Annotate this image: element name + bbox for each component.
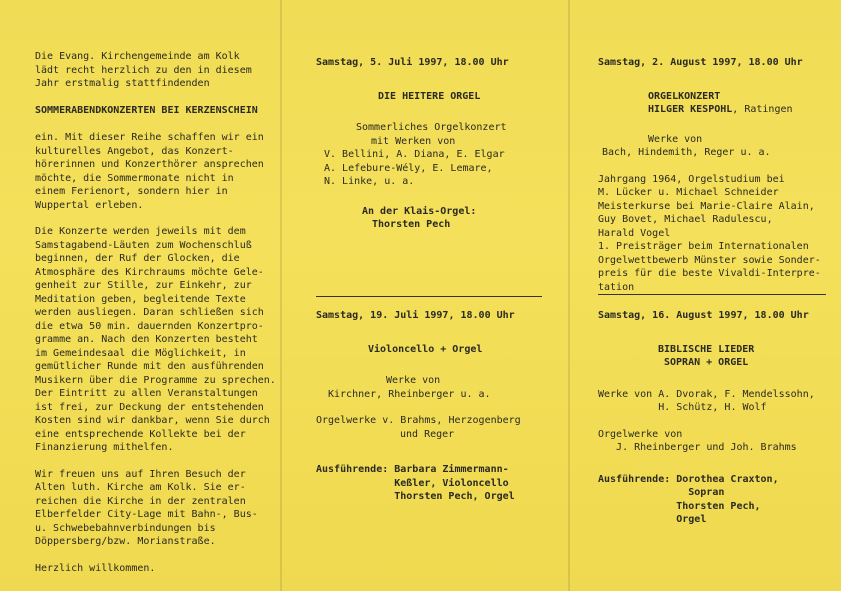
panel-right	[598, 56, 838, 294]
performers-label: Ausführende:	[598, 473, 671, 485]
text-line: Döppersberg/bzw. Morianstraße.	[35, 536, 216, 547]
concert2-works	[316, 374, 556, 401]
text-line: Die Konzerte werden jeweils mit dem	[35, 226, 246, 237]
concert1-performer	[316, 205, 556, 232]
text-line: tation	[598, 281, 635, 293]
concert4-performers	[598, 473, 838, 527]
text-line: Orgelwerke v. Brahms, Herzogenberg	[316, 415, 521, 426]
text-line: ein. Mit dieser Reihe schaffen wir ein	[35, 132, 264, 143]
text-line: Werke von	[648, 133, 703, 145]
text-line: reichen die Kirche in der zentralen	[35, 495, 246, 507]
text-line: Meisterkurse bei Marie-Claire Alain,	[598, 200, 815, 212]
concert4-works	[598, 388, 838, 415]
divider-line	[598, 294, 826, 295]
text-line: Kirchner, Rheinberger u. a.	[328, 388, 491, 400]
text-line: eine entsprechende Kollekte bei der	[35, 428, 246, 440]
panel-left	[35, 50, 275, 575]
text-line: Werke von A. Dvorak, F. Mendelssohn,	[598, 388, 815, 400]
concert4-organ	[598, 428, 838, 455]
text-line: möchte, die Sommermonate nicht in	[35, 172, 234, 184]
text-line: N. Linke, u. a.	[324, 176, 415, 187]
text-line: Orgel	[676, 514, 707, 525]
text-line: einem Ferienort, sondern hier in	[35, 186, 228, 197]
text-line: H. Schütz, H. Wolf	[598, 402, 767, 413]
fold-line-right	[568, 0, 570, 591]
text-line: im Gemeindesaal die Möglichkeit, in	[35, 347, 246, 359]
text-line: gramme an. Nach den Konzerten besteht	[35, 334, 258, 345]
text-line: Der Eintritt zu allen Veranstaltungen	[35, 388, 258, 399]
text-line: Orgelwerke von	[598, 428, 683, 440]
text-line: Keßler, Violoncello	[394, 477, 509, 489]
intro-text	[35, 50, 275, 91]
concert3-title: ORGELKONZERT	[648, 90, 721, 102]
text-line: Sommerliches Orgelkonzert	[356, 122, 507, 133]
text-line: BIBLISCHE LIEDER	[658, 343, 755, 355]
text-line: Harald Vogel	[598, 227, 671, 239]
concert4-title	[598, 343, 838, 370]
text-line: werden ausliegen. Daran schließen sich	[35, 307, 264, 318]
text-line: SOPRAN + ORGEL	[664, 357, 749, 368]
text-line: J. Rheinberger und Joh. Brahms	[598, 442, 797, 453]
text-line: M. Lücker u. Michael Schneider	[598, 187, 779, 198]
performer-name: HILGER KESPOHL	[648, 104, 733, 115]
paragraph-2	[35, 225, 275, 455]
text-line: Wir freuen uns auf Ihren Besuch der	[35, 468, 246, 480]
text-line: Thorsten Pech	[372, 219, 451, 230]
paragraph-3	[35, 468, 275, 549]
performers-label: Ausführende:	[316, 464, 389, 475]
text-line: Orgelwettbewerb Münster sowie Sonder-	[598, 254, 821, 266]
panel-middle-lower	[316, 309, 556, 504]
text-line: Finanzierung mithelfen.	[35, 442, 174, 453]
text-line: genheit zur Stille, zur Einkehr, zur	[35, 280, 252, 291]
concert2-date: Samstag, 19. Juli 1997, 18.00 Uhr	[316, 310, 515, 321]
concert2-organ	[316, 414, 556, 441]
text-line: und Reger	[400, 428, 455, 440]
text-line: Werke von	[386, 375, 441, 386]
text-line: mit Werken von	[371, 135, 456, 147]
text-line: lädt recht herzlich zu den in diesem	[35, 64, 252, 76]
series-title: SOMMERABENDKONZERTEN BEI KERZENSCHEIN	[35, 104, 258, 116]
concert1-date: Samstag, 5. Juli 1997, 18.00 Uhr	[316, 57, 509, 68]
text-line: Thorsten Pech,	[676, 500, 761, 512]
text-line: beginnen, der Ruf der Glocken, die	[35, 253, 240, 264]
concert2-title: Violoncello + Orgel	[368, 343, 483, 355]
text-line: Die Evang. Kirchengemeinde am Kolk	[35, 51, 240, 62]
divider-line	[316, 296, 542, 297]
text-line: Thorsten Pech, Orgel	[394, 491, 515, 502]
panel-middle	[316, 56, 556, 232]
text-line: gemütlicher Runde mit den ausführenden	[35, 361, 264, 372]
text-line: kulturelles Angebot, das Konzert-	[35, 145, 234, 157]
text-line: Guy Bovet, Michael Radulescu,	[598, 214, 773, 225]
concert3-date: Samstag, 2. August 1997, 18.00 Uhr	[598, 57, 803, 68]
text-line: Musikern über die Programme zu sprechen.	[35, 374, 276, 386]
concert3-heading	[598, 90, 838, 117]
text-line: An der Klais-Orgel:	[362, 205, 477, 217]
text-line: A. Lefebure-Wély, E. Lemare,	[324, 162, 493, 174]
performer-city: , Ratingen	[732, 104, 793, 115]
text-line: die etwa 50 min. dauernden Konzertpro-	[35, 320, 264, 332]
closing-text: Herzlich willkommen.	[35, 562, 156, 574]
concert1-composers	[316, 148, 556, 189]
concert1-title: DIE HEITERE ORGEL	[378, 90, 481, 102]
text-line: Kosten sind wir dankbar, wenn Sie durch	[35, 415, 270, 426]
text-line: Bach, Hindemith, Reger u. a.	[602, 147, 771, 158]
fold-line-left	[280, 0, 282, 591]
text-line: Jahrgang 1964, Orgelstudium bei	[598, 173, 785, 185]
text-line: Meditation geben, begleitende Texte	[35, 293, 246, 305]
text-line: preis für die beste Vivaldi-Interpre-	[598, 268, 821, 279]
concert4-date: Samstag, 16. August 1997, 18.00 Uhr	[598, 310, 809, 321]
concert3-biography	[598, 173, 838, 295]
text-line: u. Schwebebahnverbindungen bis	[35, 522, 216, 534]
text-line: 1. Preisträger beim Internationalen	[598, 241, 809, 252]
concert3-works	[598, 133, 838, 160]
text-line: hörerinnen und Konzerthörer ansprechen	[35, 159, 264, 170]
text-line: Atmosphäre des Kirchraums möchte Gele-	[35, 266, 264, 278]
text-line: Samstagabend-Läuten zum Wochenschluß	[35, 239, 252, 251]
text-line: Jahr erstmalig stattfindenden	[35, 78, 210, 89]
paragraph-1	[35, 131, 275, 212]
text-line: Wuppertal erleben.	[35, 199, 144, 211]
text-line: Barbara Zimmermann-	[394, 464, 509, 475]
text-line: ist frei, zur Deckung der entstehenden	[35, 401, 264, 413]
text-line: Dorothea Craxton,	[676, 473, 779, 485]
concert1-description	[316, 121, 556, 148]
concert2-performers	[316, 463, 556, 504]
panel-right-lower	[598, 309, 838, 527]
text-line: V. Bellini, A. Diana, E. Elgar	[324, 149, 505, 160]
text-line: Sopran	[688, 487, 725, 498]
text-line: Alten luth. Kirche am Kolk. Sie er-	[35, 482, 246, 493]
text-line: Elberfelder City-Lage mit Bahn-, Bus-	[35, 509, 258, 520]
